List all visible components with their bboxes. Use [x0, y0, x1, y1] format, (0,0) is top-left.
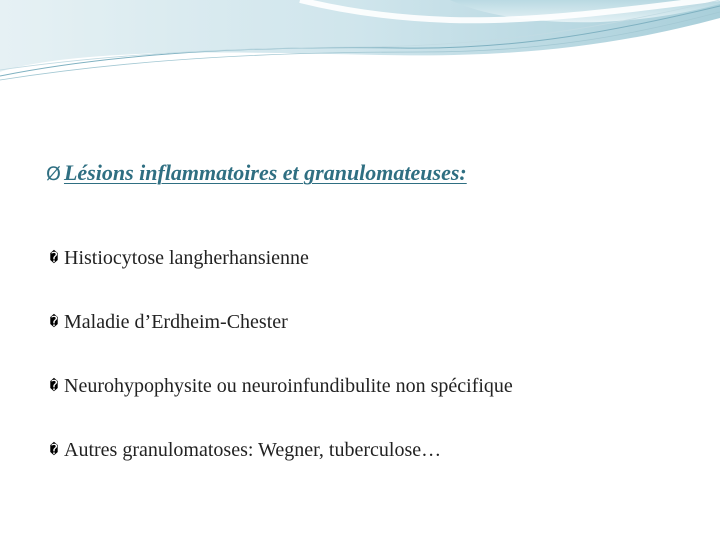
lesion-list	[46, 226, 513, 482]
list-item	[46, 290, 513, 354]
list-item	[46, 354, 513, 418]
list-item-text: Autres granulomatoses: Wegner, tuberculose…	[64, 438, 442, 461]
arrow-bullet-icon: Ø	[46, 163, 61, 185]
missing-glyph-bullet-icon: �	[49, 378, 59, 394]
list-item	[46, 226, 513, 290]
heading-text: Lésions inflammatoires et granulomateuses:	[63, 160, 467, 185]
missing-glyph-bullet-icon: �	[49, 442, 59, 458]
list-item-text: Neurohypophysite ou neuroinfundibulite non spécifique	[64, 374, 513, 397]
list-item	[46, 418, 513, 482]
missing-glyph-bullet-icon: �	[49, 250, 59, 266]
section-heading	[46, 160, 467, 186]
header-wave-decoration	[0, 0, 720, 90]
list-item-text: Histiocytose langherhansienne	[64, 246, 309, 269]
missing-glyph-bullet-icon: �	[49, 314, 59, 330]
list-item-text: Maladie d’Erdheim-Chester	[64, 310, 288, 333]
